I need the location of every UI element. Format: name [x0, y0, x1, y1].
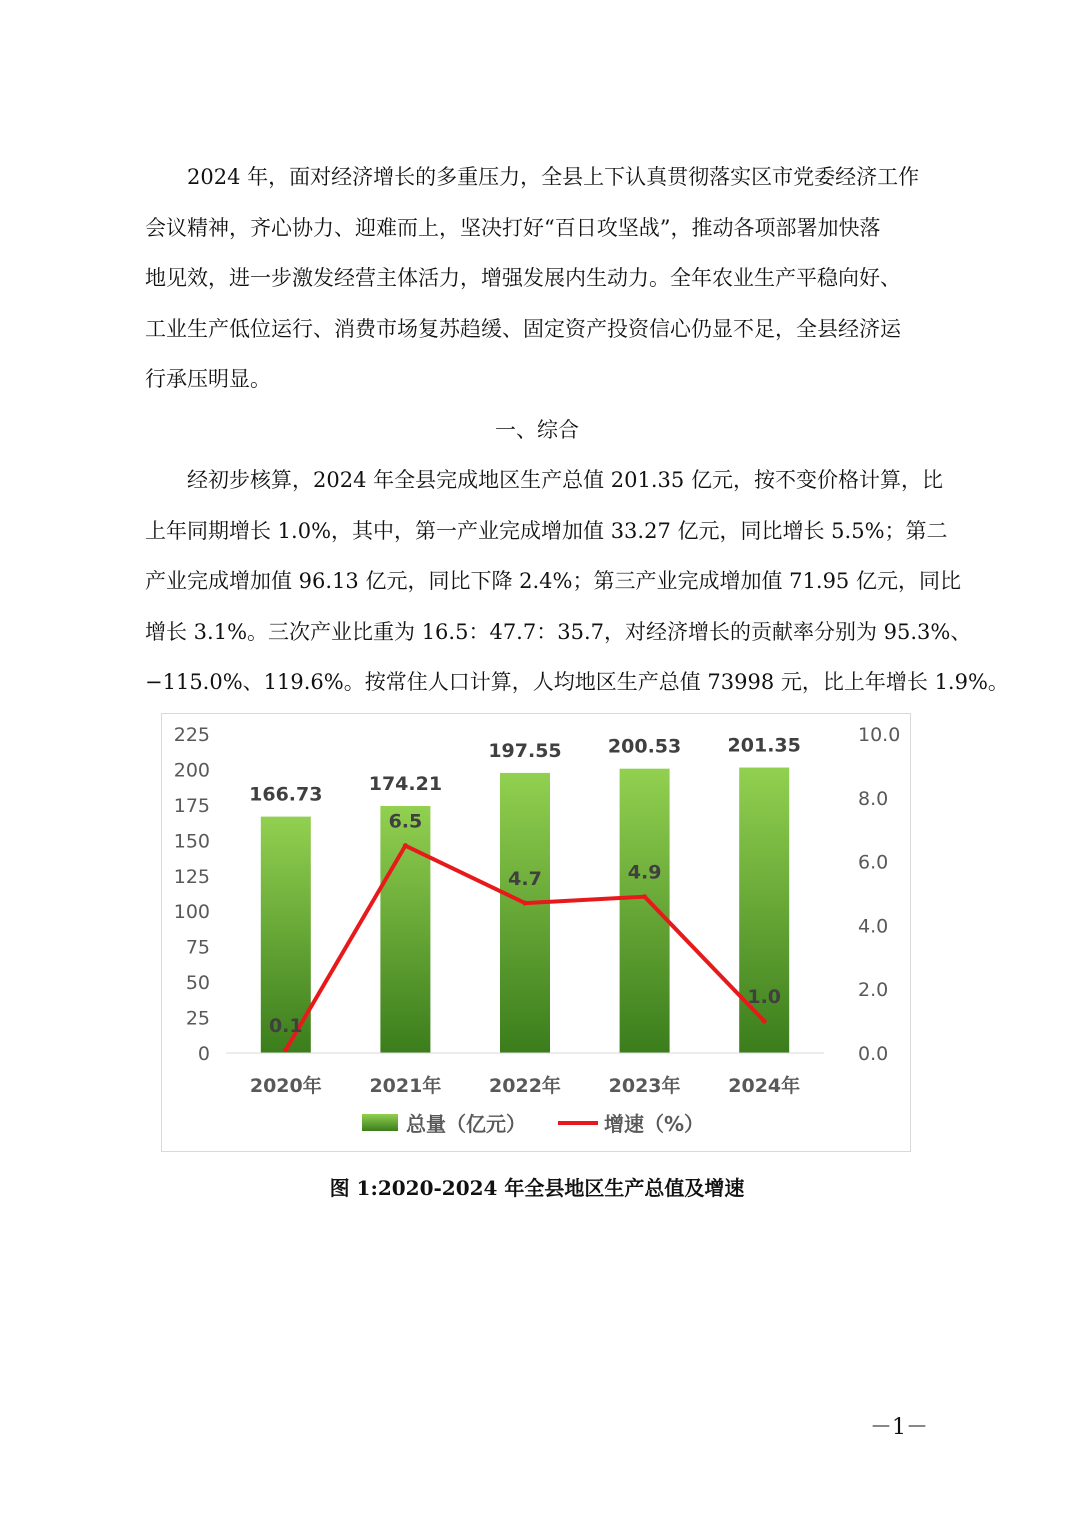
category-label: 2022年 [489, 1075, 561, 1097]
figure-caption: 图 1:2020-2024 年全县地区生产总值及增速 [329, 1176, 745, 1200]
body-line: 增长 3.1%。三次产业比重为 16.5：47.7：35.7，对经济增长的贡献率分别为 95.3%、 [145, 619, 972, 644]
left-axis-tick-label: 225 [173, 724, 210, 746]
category-label: 2023年 [608, 1075, 681, 1097]
right-axis-tick-label: 2.0 [858, 979, 889, 1002]
bar-value-label: 166.73 [249, 783, 323, 806]
gdp-chart [161, 713, 911, 1152]
growth-value-label: 4.7 [508, 868, 542, 891]
body-line: 经初步核算，2024 年全县完成地区生产总值 201.35 亿元，按不变价格计算，比 [187, 468, 943, 492]
category-label: 2021年 [369, 1075, 442, 1097]
intro-line: 工业生产低位运行、消费市场复苏趋缓、固定资产投资信心仍显不足，全县经济运 [145, 316, 901, 341]
right-axis-tick-label: 0.0 [858, 1043, 889, 1065]
category-label: 2020年 [249, 1075, 322, 1097]
left-axis-tick-label: 200 [173, 759, 210, 782]
left-axis-tick-label: 150 [173, 830, 210, 853]
right-axis-tick-label: 10.0 [858, 724, 901, 746]
left-axis-tick-label: 50 [185, 972, 210, 995]
right-axis-tick-label: 8.0 [858, 787, 889, 810]
left-axis-tick-label: 75 [185, 936, 210, 959]
bar [380, 806, 430, 1053]
section-heading: 一、综合 [495, 418, 579, 442]
intro-line: 会议精神，齐心协力、迎难而上，坚决打好“百日攻坚战”，推动各项部署加快落 [145, 215, 881, 240]
growth-point [642, 894, 647, 899]
bar [500, 773, 550, 1053]
left-axis-tick-label: 175 [173, 794, 210, 817]
left-axis-tick-label: 125 [173, 865, 210, 888]
left-axis-tick-label: 25 [185, 1007, 210, 1030]
bar [620, 769, 670, 1053]
legend-bar-swatch [362, 1114, 398, 1131]
intro-line: 地见效，进一步激发经营主体活力，增强发展内生动力。全年农业生产平稳向好、 [145, 266, 901, 290]
legend-bar-label: 总量（亿元） [406, 1112, 526, 1136]
bar [739, 768, 789, 1053]
intro-paragraph [145, 152, 973, 405]
intro-line: 行承压明显。 [145, 367, 271, 391]
body-line: −115.0%、119.6%。按常住人口计算，人均地区生产总值 73998 元，比上年增长 1.9%。 [145, 670, 1009, 694]
bar-value-label: 200.53 [607, 735, 682, 758]
intro-line: 2024 年，面对经济增长的多重压力，全县上下认真贯彻落实区市党委经济工作 [187, 165, 920, 189]
legend-line-label: 增速（%） [604, 1112, 705, 1136]
growth-value-label: 0.1 [268, 1014, 303, 1037]
body-line: 上年同期增长 1.0%，其中，第一产业完成增加值 33.27 亿元，同比增长 5.5%；第二 [145, 518, 948, 543]
bar-value-label: 174.21 [368, 773, 443, 796]
growth-point [403, 843, 408, 848]
category-label: 2024年 [728, 1075, 801, 1097]
chart-canvas [162, 714, 910, 1151]
right-axis-tick-label: 6.0 [858, 851, 889, 874]
body-line: 产业完成增加值 96.13 亿元，同比下降 2.4%；第三产业完成增加值 71.95 亿元，同比 [145, 569, 961, 593]
left-axis-tick-label: 0 [197, 1043, 210, 1065]
growth-point [523, 901, 528, 906]
growth-value-label: 6.5 [388, 810, 423, 833]
growth-point [283, 1047, 288, 1052]
growth-value-label: 1.0 [747, 986, 782, 1009]
bar-value-label: 197.55 [488, 739, 562, 762]
body-paragraph [145, 455, 1009, 708]
left-axis-tick-label: 100 [173, 901, 210, 924]
right-axis-tick-label: 4.0 [858, 915, 889, 938]
page-number: －1－ [870, 1415, 928, 1440]
growth-value-label: 4.9 [627, 861, 662, 884]
growth-point [762, 1019, 767, 1024]
bar-value-label: 201.35 [727, 734, 801, 757]
